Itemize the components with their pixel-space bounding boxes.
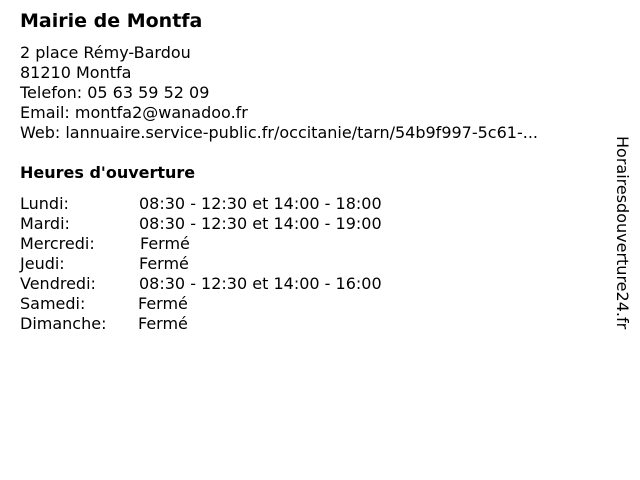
website-text: Web: lannuaire.service-public.fr/occitanie/tarn/54b9f997-5c61-... [20,123,538,142]
opening-hours-heading: Heures d'ouverture [20,163,196,182]
email-text: Email: montfa2@wanadoo.fr [20,103,248,122]
day-label: Mercredi: [20,234,95,253]
hours-value: Fermé [138,314,188,333]
hours-value: Fermé [138,294,188,313]
day-label: Dimanche: [20,314,107,333]
page-title: Mairie de Montfa [20,10,203,32]
hours-value: 08:30 - 12:30 et 14:00 - 19:00 [139,214,382,233]
day-label: Samedi: [20,294,86,313]
contact-info [20,43,538,143]
day-label: Jeudi: [20,254,65,273]
address-city: 81210 Montfa [20,63,132,82]
address-street: 2 place Rémy-Bardou [20,43,191,62]
day-label: Mardi: [20,214,70,233]
day-label: Lundi: [20,194,69,213]
hours-value: 08:30 - 12:30 et 14:00 - 16:00 [139,274,382,293]
site-brand-label: Horairesdouverture24.fr [613,136,632,330]
day-label: Vendredi: [20,274,96,293]
phone-text: Telefon: 05 63 59 52 09 [20,83,210,102]
hours-value: Fermé [139,254,189,273]
hours-value: 08:30 - 12:30 et 14:00 - 18:00 [139,194,382,213]
hours-value: Fermé [140,234,190,253]
